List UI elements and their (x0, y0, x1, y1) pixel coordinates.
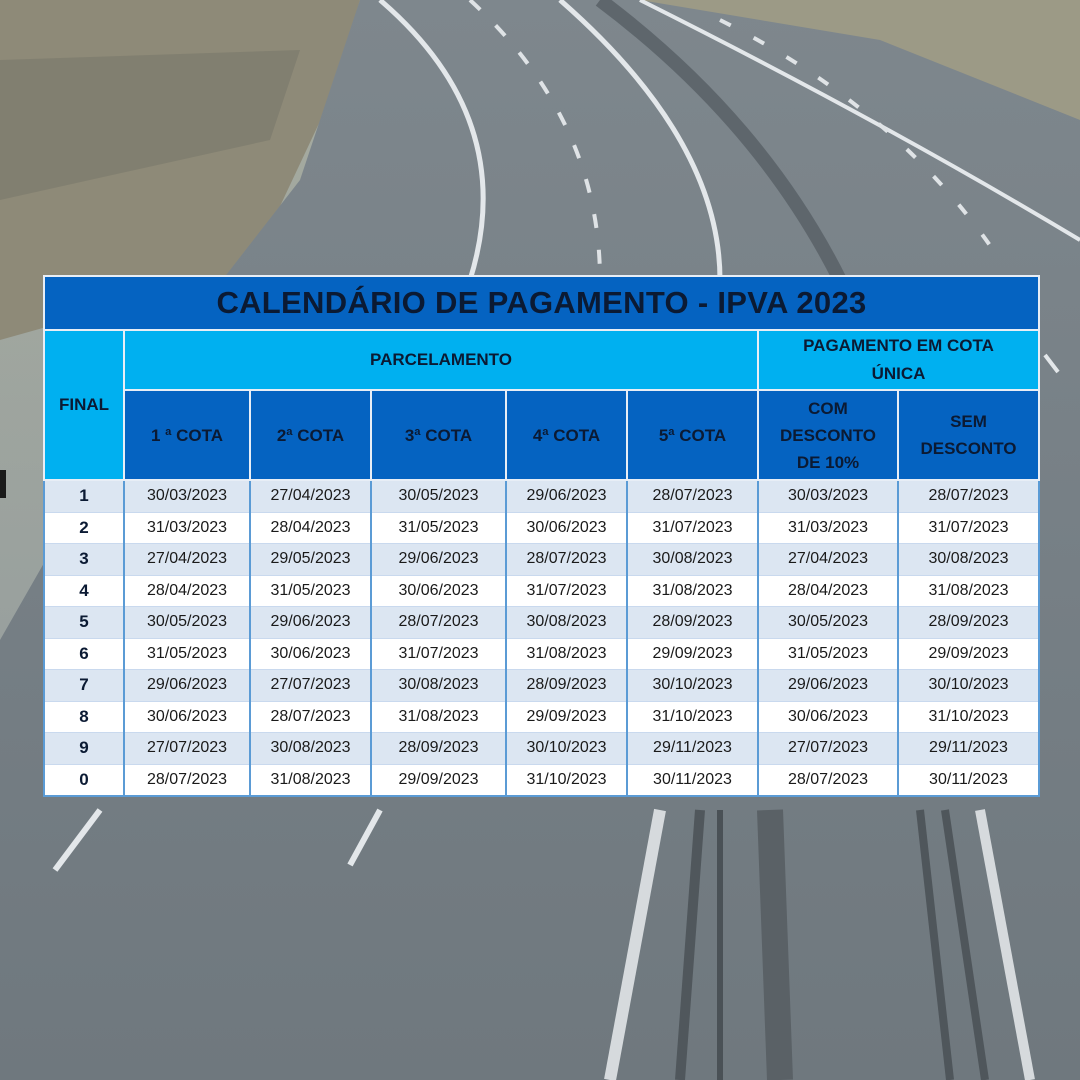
cota3-cell: 30/06/2023 (371, 575, 506, 607)
cota4-cell: 28/07/2023 (506, 544, 627, 576)
cota1-cell: 27/07/2023 (124, 733, 250, 765)
cota1-cell: 27/04/2023 (124, 544, 250, 576)
cota5-header: 5ª COTA (627, 390, 758, 480)
cota2-cell: 29/05/2023 (250, 544, 371, 576)
cota1-cell: 28/04/2023 (124, 575, 250, 607)
cota3-header: 3ª COTA (371, 390, 506, 480)
sem-desconto-line2: DESCONTO (920, 439, 1017, 458)
table-title: CALENDÁRIO DE PAGAMENTO - IPVA 2023 (44, 276, 1039, 330)
final-cell: 0 (44, 764, 124, 796)
cota3-cell: 31/05/2023 (371, 512, 506, 544)
cota5-cell: 30/10/2023 (627, 670, 758, 702)
sem-desconto-cell: 29/11/2023 (898, 733, 1039, 765)
table-row (44, 670, 1039, 702)
cota4-cell: 31/08/2023 (506, 638, 627, 670)
table-row (44, 701, 1039, 733)
cota5-cell: 30/11/2023 (627, 764, 758, 796)
cota5-cell: 31/07/2023 (627, 512, 758, 544)
cota2-cell: 27/04/2023 (250, 480, 371, 512)
table-row (44, 607, 1039, 639)
cota3-cell: 30/08/2023 (371, 670, 506, 702)
cota4-cell: 31/07/2023 (506, 575, 627, 607)
cota1-cell: 29/06/2023 (124, 670, 250, 702)
com-desconto-cell: 30/06/2023 (758, 701, 898, 733)
cota4-cell: 31/10/2023 (506, 764, 627, 796)
cota4-cell: 28/09/2023 (506, 670, 627, 702)
cota3-cell: 29/06/2023 (371, 544, 506, 576)
sem-desconto-cell: 29/09/2023 (898, 638, 1039, 670)
table-row (44, 512, 1039, 544)
final-cell: 2 (44, 512, 124, 544)
cota3-cell: 31/07/2023 (371, 638, 506, 670)
cota2-cell: 31/05/2023 (250, 575, 371, 607)
table-row (44, 638, 1039, 670)
sem-desconto-header (898, 390, 1039, 480)
cota-unica-header-line1: PAGAMENTO EM COTA (803, 336, 994, 355)
final-cell: 8 (44, 701, 124, 733)
sem-desconto-cell: 31/08/2023 (898, 575, 1039, 607)
sem-desconto-line1: SEM (950, 412, 987, 431)
com-desconto-cell: 31/03/2023 (758, 512, 898, 544)
payment-calendar-table (43, 275, 1038, 797)
cota-unica-header (758, 330, 1039, 390)
sem-desconto-cell: 31/10/2023 (898, 701, 1039, 733)
cota1-cell: 30/05/2023 (124, 607, 250, 639)
sem-desconto-cell: 30/08/2023 (898, 544, 1039, 576)
sem-desconto-cell: 30/11/2023 (898, 764, 1039, 796)
cota2-cell: 28/07/2023 (250, 701, 371, 733)
final-cell: 6 (44, 638, 124, 670)
table-row (44, 544, 1039, 576)
final-cell: 5 (44, 607, 124, 639)
table-row (44, 575, 1039, 607)
final-cell: 4 (44, 575, 124, 607)
com-desconto-line2: DESCONTO (779, 425, 877, 445)
cota2-cell: 30/06/2023 (250, 638, 371, 670)
cota4-cell: 30/08/2023 (506, 607, 627, 639)
cota2-cell: 28/04/2023 (250, 512, 371, 544)
com-desconto-cell: 31/05/2023 (758, 638, 898, 670)
cota-unica-header-line2: ÚNICA (871, 364, 926, 383)
cota1-cell: 31/03/2023 (124, 512, 250, 544)
cota4-cell: 29/06/2023 (506, 480, 627, 512)
cota5-cell: 28/09/2023 (627, 607, 758, 639)
cota5-cell: 29/11/2023 (627, 733, 758, 765)
cota3-cell: 31/08/2023 (371, 701, 506, 733)
com-desconto-cell: 29/06/2023 (758, 670, 898, 702)
final-cell: 9 (44, 733, 124, 765)
cota2-header: 2ª COTA (250, 390, 371, 480)
cota5-cell: 31/10/2023 (627, 701, 758, 733)
cota4-cell: 29/09/2023 (506, 701, 627, 733)
cota3-cell: 30/05/2023 (371, 480, 506, 512)
cota4-header: 4ª COTA (506, 390, 627, 480)
cota4-cell: 30/10/2023 (506, 733, 627, 765)
cota5-cell: 29/09/2023 (627, 638, 758, 670)
sem-desconto-cell: 31/07/2023 (898, 512, 1039, 544)
com-desconto-cell: 27/04/2023 (758, 544, 898, 576)
cota1-cell: 31/05/2023 (124, 638, 250, 670)
cota4-cell: 30/06/2023 (506, 512, 627, 544)
table-row (44, 764, 1039, 796)
cota5-cell: 28/07/2023 (627, 480, 758, 512)
cota1-cell: 30/03/2023 (124, 480, 250, 512)
com-desconto-cell: 30/05/2023 (758, 607, 898, 639)
com-desconto-cell: 28/04/2023 (758, 575, 898, 607)
cota2-cell: 31/08/2023 (250, 764, 371, 796)
cota2-cell: 29/06/2023 (250, 607, 371, 639)
cota3-cell: 28/09/2023 (371, 733, 506, 765)
cota1-cell: 30/06/2023 (124, 701, 250, 733)
com-desconto-cell: 30/03/2023 (758, 480, 898, 512)
com-desconto-line3: DE 10% (796, 452, 860, 472)
cota5-cell: 30/08/2023 (627, 544, 758, 576)
cota5-cell: 31/08/2023 (627, 575, 758, 607)
sem-desconto-cell: 30/10/2023 (898, 670, 1039, 702)
cota1-header: 1 ª COTA (124, 390, 250, 480)
parcelamento-header: PARCELAMENTO (124, 330, 758, 390)
com-desconto-cell: 27/07/2023 (758, 733, 898, 765)
cota3-cell: 29/09/2023 (371, 764, 506, 796)
cota1-cell: 28/07/2023 (124, 764, 250, 796)
cota2-cell: 30/08/2023 (250, 733, 371, 765)
sem-desconto-cell: 28/07/2023 (898, 480, 1039, 512)
table-row (44, 480, 1039, 512)
com-desconto-header (758, 390, 898, 480)
final-cell: 7 (44, 670, 124, 702)
edge-mark (0, 470, 6, 498)
table-row (44, 733, 1039, 765)
final-cell: 3 (44, 544, 124, 576)
cota2-cell: 27/07/2023 (250, 670, 371, 702)
sem-desconto-cell: 28/09/2023 (898, 607, 1039, 639)
final-cell: 1 (44, 480, 124, 512)
com-desconto-line1: COM (808, 398, 848, 418)
cota3-cell: 28/07/2023 (371, 607, 506, 639)
com-desconto-cell: 28/07/2023 (758, 764, 898, 796)
final-header: FINAL (44, 330, 124, 480)
